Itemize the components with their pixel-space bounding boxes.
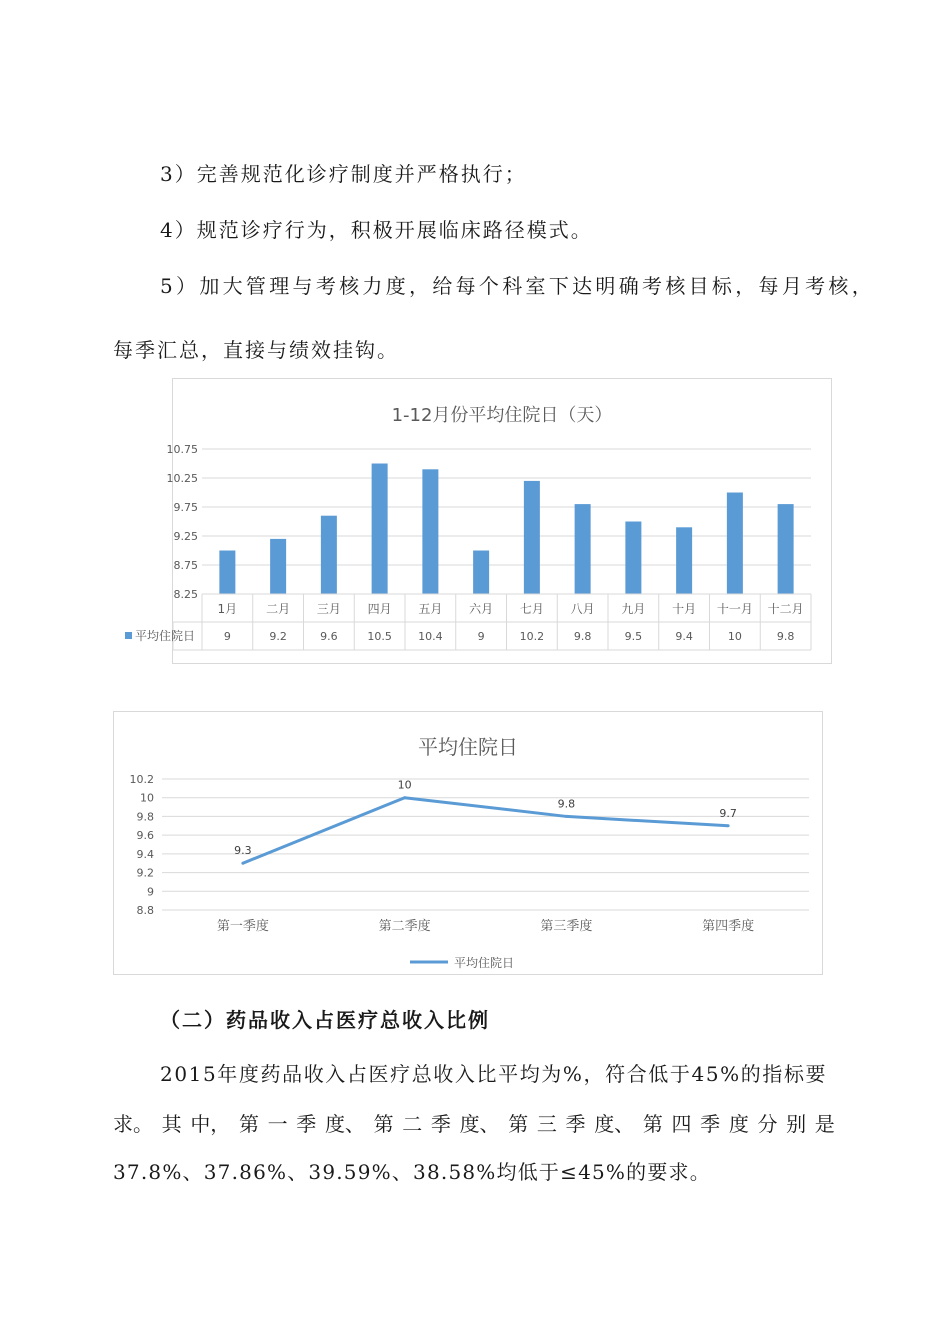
bar <box>422 469 438 594</box>
x-category-label: 八月 <box>570 602 595 616</box>
justified-word: 季 <box>700 1112 721 1136</box>
data-label: 9.8 <box>573 630 592 643</box>
x-category-label: 三月 <box>316 602 341 616</box>
x-category-label: 十一月 <box>716 602 753 616</box>
justified-word: 分 <box>757 1112 778 1136</box>
justified-word: 求。 <box>113 1112 153 1136</box>
justified-word: 中， <box>190 1112 231 1136</box>
bar <box>321 516 337 594</box>
bar <box>372 464 388 595</box>
justified-word: 一 <box>267 1112 288 1136</box>
y-tick-label: 9.4 <box>136 847 154 861</box>
x-category-label: 第一季度 <box>216 919 269 934</box>
justified-word: 二 <box>402 1112 423 1136</box>
legend-swatch <box>125 632 132 639</box>
data-point <box>241 862 244 865</box>
legend-label: 平均住院日 <box>135 629 196 643</box>
line-chart <box>114 712 822 974</box>
bar <box>625 522 641 595</box>
x-category-label: 九月 <box>621 602 646 616</box>
section-paragraph-line3: 37.8%、37.86%、39.59%、38.58%均低于≤45%的要求。 <box>113 1160 711 1184</box>
y-tick-label: 9 <box>147 885 154 899</box>
y-tick-label: 8.75 <box>173 559 198 572</box>
data-label: 9 <box>223 630 231 643</box>
legend-label: 平均住院日 <box>454 956 515 970</box>
justified-word: 三 <box>536 1112 557 1136</box>
bar <box>778 504 794 594</box>
x-category-label: 十二月 <box>767 602 804 616</box>
justified-word: 第 <box>642 1112 663 1136</box>
justified-word: 第 <box>238 1112 259 1136</box>
y-tick-label: 10.25 <box>166 472 198 485</box>
section-paragraph-line2 <box>113 1110 835 1138</box>
x-category-label: 第四季度 <box>702 919 755 934</box>
data-label: 9.8 <box>776 630 795 643</box>
x-category-label: 十月 <box>672 602 697 616</box>
x-category-label: 第二季度 <box>378 919 431 934</box>
data-label: 10.5 <box>367 630 392 643</box>
y-tick-label: 9.25 <box>173 530 198 543</box>
bar <box>727 493 743 595</box>
y-tick-label: 10.2 <box>129 773 154 786</box>
data-label: 10 <box>397 778 412 792</box>
justified-word: 第 <box>373 1112 394 1136</box>
bar <box>270 539 286 594</box>
x-category-label: 四月 <box>367 602 392 616</box>
bar <box>219 551 235 595</box>
data-label: 9.7 <box>719 806 737 820</box>
justified-word: 别 <box>786 1112 807 1136</box>
bar <box>473 551 489 595</box>
paragraph-item-5-line2: 每季汇总，直接与绩效挂钩。 <box>113 338 399 362</box>
bar-chart <box>135 379 831 663</box>
y-tick-label: 10.75 <box>166 443 198 456</box>
x-category-label: 六月 <box>469 602 494 616</box>
justified-word: 四 <box>671 1112 692 1136</box>
x-category-label: 二月 <box>266 602 291 616</box>
data-label: 9.8 <box>557 797 576 811</box>
bar <box>575 504 591 594</box>
data-label: 9.5 <box>624 630 643 643</box>
data-label: 9.4 <box>675 630 693 643</box>
chart-title: 1-12月份平均住院日（天） <box>391 405 613 426</box>
justified-word: 第 <box>508 1112 529 1136</box>
justified-word: 季 <box>565 1112 586 1136</box>
data-label: 9.3 <box>234 844 252 858</box>
data-label: 10.4 <box>418 630 443 643</box>
data-point <box>727 824 730 827</box>
y-tick-label: 9.2 <box>136 866 154 880</box>
data-point <box>565 815 568 818</box>
justified-word: 是 <box>814 1112 835 1136</box>
bar <box>676 527 692 594</box>
justified-word: 度 <box>728 1112 749 1136</box>
section-paragraph-line1: 2015年度药品收入占医疗总收入比平均为%，符合低于45%的指标要 <box>160 1062 828 1086</box>
justified-word: 季 <box>430 1112 451 1136</box>
y-tick-label: 9.6 <box>136 829 154 843</box>
data-label: 10.2 <box>519 630 545 643</box>
justified-word: 季 <box>296 1112 317 1136</box>
paragraph-item-3: 3）完善规范化诊疗制度并严格执行； <box>160 162 527 186</box>
data-label: 9 <box>477 630 485 643</box>
x-category-label: 五月 <box>418 602 443 616</box>
x-category-label: 1月 <box>217 602 238 616</box>
bar-chart-container <box>135 378 832 664</box>
justified-word: 度、 <box>324 1112 365 1136</box>
data-label: 9.2 <box>269 630 287 643</box>
x-category-label: 七月 <box>519 602 544 616</box>
chart-title: 平均住院日 <box>418 735 518 759</box>
y-tick-label: 9.75 <box>173 501 198 514</box>
data-label: 9.6 <box>320 630 338 643</box>
x-category-label: 第三季度 <box>540 919 593 934</box>
justified-word: 度、 <box>594 1112 635 1136</box>
y-tick-label: 8.25 <box>173 588 198 601</box>
justified-word: 度、 <box>459 1112 500 1136</box>
section-heading: （二）药品收入占医疗总收入比例 <box>160 1008 490 1032</box>
y-tick-label: 8.8 <box>136 904 154 917</box>
paragraph-item-4: 4）规范诊疗行为，积极开展临床路径模式。 <box>160 218 593 242</box>
line-chart-container <box>113 711 823 975</box>
y-tick-label: 10 <box>140 791 154 805</box>
bar <box>524 481 540 594</box>
paragraph-item-5-line1: 5）加大管理与考核力度，给每个科室下达明确考核目标，每月考核， <box>160 274 876 298</box>
data-point <box>403 796 406 799</box>
y-tick-label: 9.8 <box>136 810 154 824</box>
justified-word: 其 <box>161 1112 182 1136</box>
data-label: 10 <box>727 630 742 643</box>
